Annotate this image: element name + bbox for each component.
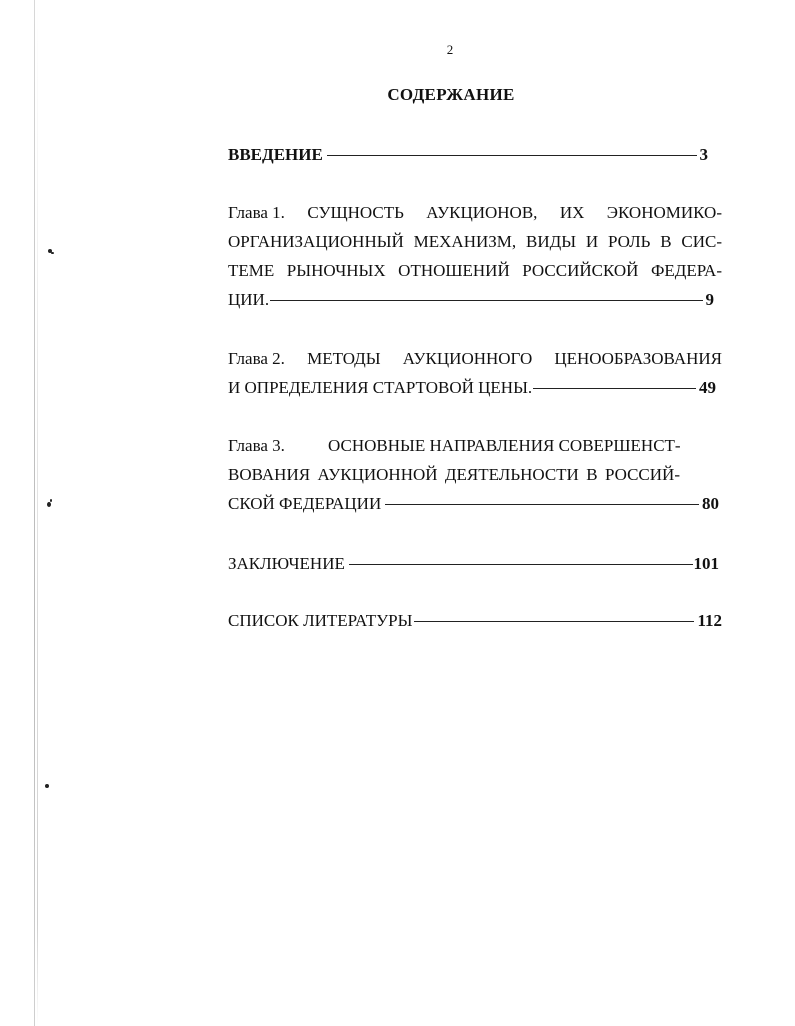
toc-page-number: 80: [702, 494, 719, 513]
toc-page-number: 3: [699, 145, 708, 164]
leader-line: [349, 564, 693, 565]
chapter-title-line: ЦИИ.: [228, 290, 270, 309]
page-number: 2: [446, 42, 454, 57]
toc-entry-label: ВВЕДЕНИЕ: [228, 145, 323, 164]
toc-entry-line: [228, 431, 694, 460]
toc-entry-chapter-1[interactable]: [228, 198, 722, 314]
chapter-title-line: ВОВАНИЯ АУКЦИОННОЙ ДЕЯТЕЛЬНОСТИ В РОССИЙ-: [228, 465, 680, 484]
toc-entry-line: [228, 344, 722, 373]
scan-edge-line: [34, 0, 35, 1026]
toc-entry-intro[interactable]: [228, 140, 722, 169]
scan-speck: [50, 499, 52, 502]
chapter-title-line: МЕТОДЫ АУКЦИОННОГО ЦЕНООБРАЗОВАНИЯ: [307, 349, 722, 368]
toc-entry-chapter-3[interactable]: [228, 431, 722, 518]
leader-line: [414, 621, 694, 622]
chapter-title-line: И ОПРЕДЕЛЕНИЯ СТАРТОВОЙ ЦЕНЫ.: [228, 378, 533, 397]
chapter-label: Глава 3.: [228, 436, 285, 455]
scan-speck: [47, 502, 51, 507]
chapter-title-line: ОСНОВНЫЕ НАПРАВЛЕНИЯ СОВЕРШЕНСТ-: [328, 436, 681, 455]
scan-edge-line-secondary: [37, 0, 38, 1026]
chapter-title-line: ТЕМЕ РЫНОЧНЫХ ОТНОШЕНИЙ РОССИЙСКОЙ ФЕДЕРА-: [228, 261, 722, 280]
toc-page-number: 112: [697, 611, 722, 630]
toc-page-number: 101: [693, 554, 719, 573]
scan-speck: [45, 784, 49, 788]
scan-speck: [51, 252, 54, 254]
toc-entry-bibliography[interactable]: [228, 606, 722, 635]
chapter-title-line: СКОЙ ФЕДЕРАЦИИ: [228, 494, 382, 513]
leader-line: [327, 155, 697, 156]
chapter-label: Глава 2.: [228, 349, 285, 368]
toc-entry-label: СПИСОК ЛИТЕРАТУРЫ: [228, 611, 413, 630]
leader-line: [385, 504, 699, 505]
toc-page-number: 49: [699, 378, 716, 397]
leader-line: [270, 300, 702, 301]
toc-entry-label: ЗАКЛЮЧЕНИЕ: [228, 554, 345, 573]
chapter-title-line: СУЩНОСТЬ АУКЦИОНОВ, ИХ ЭКОНОМИКО-: [307, 203, 722, 222]
leader-line: [533, 388, 696, 389]
toc-entry-chapter-2[interactable]: [228, 344, 722, 402]
toc-title: СОДЕРЖАНИЕ: [387, 85, 515, 104]
chapter-title-line: ОРГАНИЗАЦИОННЫЙ МЕХАНИЗМ, ВИДЫ И РОЛЬ В СИС-: [228, 232, 722, 251]
chapter-label: Глава 1.: [228, 203, 285, 222]
toc-entry-line: [228, 198, 722, 227]
toc-entry-conclusion[interactable]: [228, 549, 722, 578]
toc-page-number: 9: [705, 290, 714, 309]
